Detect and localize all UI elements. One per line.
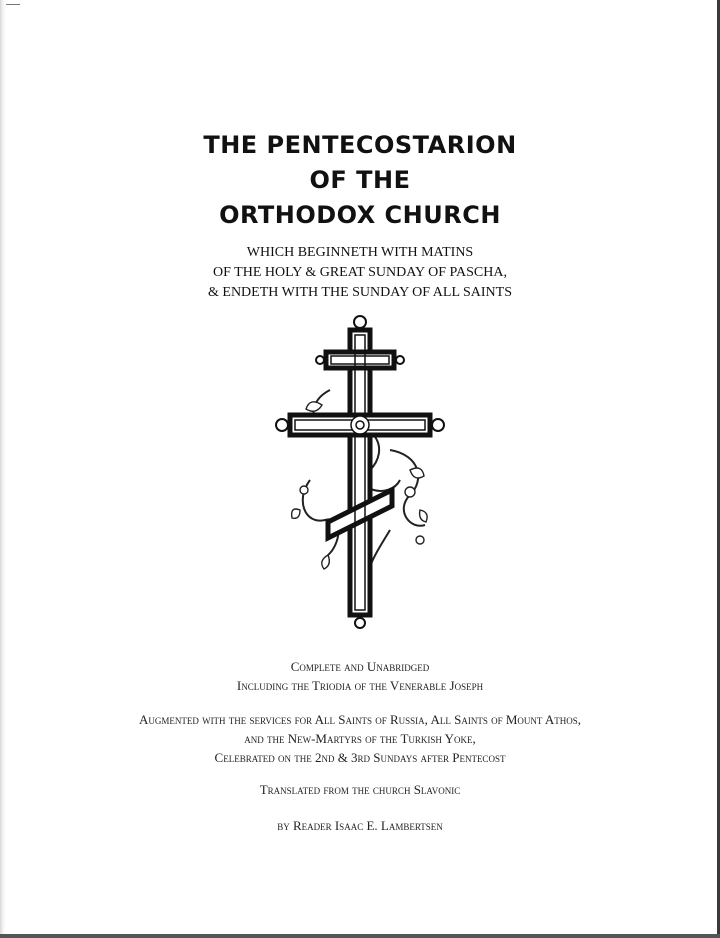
edition-line-1: Complete and Unabridged [290, 659, 430, 674]
book-title-line-3: ORTHODOX CHURCH [219, 201, 501, 229]
translation-note: Translated from the church Slavonic [259, 782, 461, 797]
augmentation-note [0, 710, 720, 767]
book-title-line-1: THE PENTECOSTARION [203, 131, 517, 159]
book-title [0, 128, 720, 233]
edition-note [0, 657, 720, 695]
edition-line-2: Including the Triodia of the Venerable Joseph [236, 678, 484, 693]
scan-edge-bottom [0, 934, 720, 938]
book-subtitle [0, 243, 720, 303]
book-subtitle-line-1: WHICH BEGINNETH WITH MATINS [246, 245, 474, 260]
book-subtitle-line-2: OF THE HOLY & GREAT SUNDAY OF PASCHA, [213, 265, 507, 280]
book-title-line-2: OF THE [309, 166, 411, 194]
book-subtitle-line-3: & ENDETH WITH THE SUNDAY OF ALL SAINTS [208, 285, 512, 300]
augmentation-line-2: and the New-Martyrs of the Turkish Yoke, [244, 731, 476, 746]
scan-mark [6, 4, 20, 5]
augmentation-line-3: Celebrated on the 2nd & 3rd Sundays after Pentecost [214, 750, 506, 765]
author-credit: by Reader Isaac E. Lambertsen [277, 818, 443, 833]
augmentation-line-1: Augmented with the services for All Saints of Russia, All Saints of Mount Athos, [138, 712, 582, 727]
orthodox-cross-icon [270, 310, 450, 630]
